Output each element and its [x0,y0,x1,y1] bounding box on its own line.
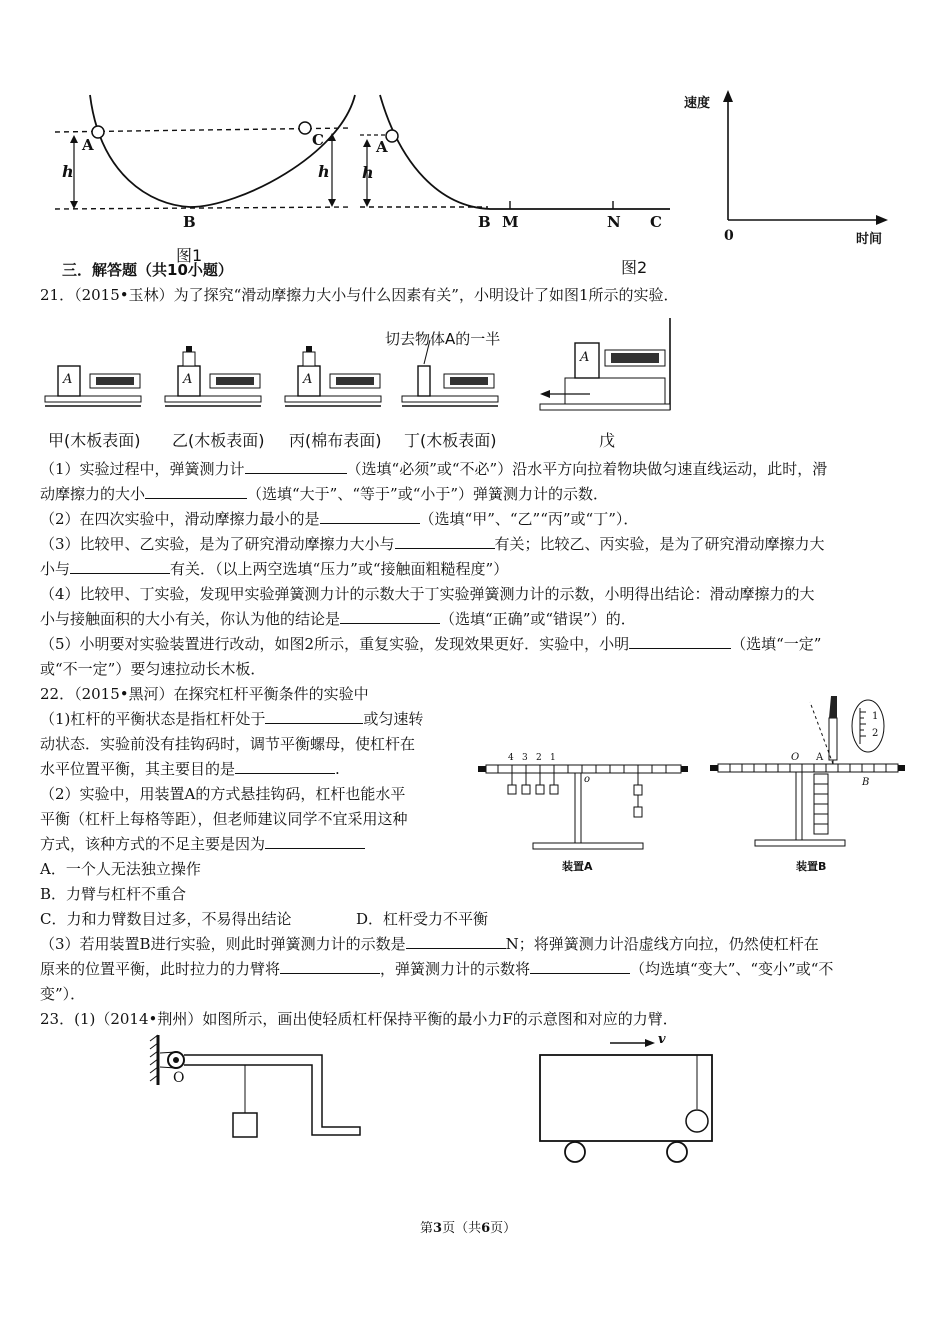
fig1-caption: 图1 [176,246,203,265]
fig2-label-a: A [376,138,388,156]
block-a-label-3: A [303,372,313,387]
fig1-label-a: A [82,136,94,154]
friction-experiment-figures [40,318,690,428]
q22-lead: 22．（2015•黑河）在探究杠杆平衡条件的实验中 [40,685,369,703]
graph-xlabel: 时间 [856,232,883,247]
q21-text: （选填“正确”或“错误”）的． [440,610,636,628]
q22-option-b[interactable]: B．力臂与杠杆不重合 [40,885,187,903]
q22-blank-4[interactable] [406,934,506,949]
cut-half-label: 切去物体A的一半 [385,330,501,348]
q22-text: （1)杠杆的平衡状态是指杠杆处于 [40,710,266,728]
q22-text: 或匀速转 [363,710,424,728]
section-title-end: 小题） [187,261,233,279]
footer-total-pages: 6 [481,1221,491,1236]
q22-text: 原来的位置平衡，此时拉力的力臂将 [40,960,281,978]
device-b-caption: 装置B [796,860,827,873]
q23-lead: 23．(1)（2014•荆州）如图所示，画出使轻质杠杆保持平衡的最小力F的示意图和对应的力臂． [40,1010,678,1028]
q22-blank-1[interactable] [265,709,363,724]
q22-part3-line2 [40,958,833,980]
device-a-tick-1: 1 [550,753,556,763]
q21-blank-1[interactable] [245,459,347,474]
device-a-tick-3: 3 [522,753,528,763]
q21-text: 有关；比较乙、丙实验，是为了研究滑动摩擦力大 [494,535,825,553]
device-b-point-a: A [816,752,824,763]
q22-part3-line1 [40,933,819,955]
q21-text: 小与接触面积的大小有关，你认为他的结论是 [40,610,341,628]
fig2-label-n: N [607,213,621,231]
section-count: 10 [167,261,188,279]
q21-text: 小与 [40,560,71,578]
section-title: 三．解答题（共 [62,261,168,279]
q21-part3-line1 [40,533,825,555]
q21-text: （3）比较甲、乙实验，是为了研究滑动摩擦力大小与 [40,535,395,553]
q22-blank-2[interactable] [235,759,335,774]
q21-part1-line1 [40,458,827,480]
lever-pivot-o: O [173,1070,185,1086]
q22-part1-line3 [40,758,340,780]
q22-option-d[interactable]: D．杠杆受力不平衡 [356,910,489,928]
q22-text: 方式，该种方式的不足主要是因为 [40,835,266,853]
panel-label-jia: 甲(木板表面) [48,431,141,450]
fig2-label-h: h [362,163,374,182]
figure-2-slope [360,95,680,235]
q21-blank-4[interactable] [395,534,495,549]
panel-label-bing: 丙(棉布表面) [289,431,382,450]
q22-part1-line1 [40,708,423,730]
device-b-pivot-o: O [791,752,800,763]
q21-blank-7[interactable] [629,634,731,649]
fig1-label-c: C [312,131,324,149]
q21-text: （选填“甲”、“乙”“丙”或“丁”）． [419,510,639,528]
fig2-caption: 图2 [621,258,648,277]
q21-text: （选填“一定” [731,635,822,653]
q21-text: （选填“大于”、“等于”或“小于”）弹簧测力计的示数． [247,485,609,503]
q21-blank-2[interactable] [145,484,247,499]
q21-part4-line2 [40,608,636,630]
q22-blank-5[interactable] [280,959,380,974]
footer-text: 第 [420,1221,434,1236]
device-a-pivot: o [584,774,591,785]
q22-option-a[interactable]: A．一个人无法独立操作 [40,860,201,878]
footer-page-number: 3 [433,1221,443,1236]
block-a-label-1: A [63,372,73,387]
q21-part5-line1 [40,633,821,655]
q22-text: ，弹簧测力计的示数将 [380,960,531,978]
fig1-label-h-left: h [62,162,74,181]
q21-part5-line2: 或“不一定”）要匀速拉动长木板． [40,660,266,678]
q21-text: （1）实验过程中，弹簧测力计 [40,460,245,478]
section-header [62,259,233,281]
q22-option-c[interactable]: C．力和力臂数目过多，不易得出结论 [40,910,292,928]
q21-part3-line2 [40,558,508,580]
graph-origin: 0 [724,228,734,244]
q21-blank-6[interactable] [340,609,440,624]
device-b-scale-2: 2 [872,728,879,739]
q21-text: 有关．（以上两空选填“压力”或“接触面粗糙程度”） [170,560,509,578]
q22-part2-line2: 平衡（杠杆上每格等距），但老师建议同学不宜采用这种 [40,810,408,828]
q21-blank-3[interactable] [320,509,420,524]
q22-text: N；将弹簧测力计沿虚线方向拉，仍然使杠杆在 [505,935,819,953]
q22-part3-line3: 变”）． [40,985,86,1003]
lever-device-a [478,755,688,875]
device-a-caption: 装置A [562,860,593,873]
fig2-label-b: B [478,213,491,231]
block-a-label-5: A [580,350,590,365]
q22-part2-line3 [40,833,365,855]
q22-blank-6[interactable] [530,959,630,974]
fig2-label-c: C [650,213,662,231]
q22-text: （均选填“变大”、“变小”或“不 [630,960,834,978]
q21-part4-line1: （4）比较甲、丁实验，发现甲实验弹簧测力计的示数大于丁实验弹簧测力计的示数，小明得出结论：滑动摩擦力的大 [40,585,815,603]
cart-pendulum-figure [535,1035,725,1165]
q22-blank-3[interactable] [265,834,365,849]
fig2-label-m: M [502,213,519,231]
q22-text: 水平位置平衡，其主要目的是 [40,760,236,778]
panel-label-yi: 乙(木板表面) [172,431,265,450]
q21-text: （选填“必须”或“不必”）沿水平方向拉着物块做匀速直线运动，此时，滑 [346,460,828,478]
q21-text: （2）在四次实验中，滑动摩擦力最小的是 [40,510,320,528]
q21-text: （5）小明要对实验装置进行改动，如图2所示，重复实验，发现效果更好．实验中，小明 [40,635,630,653]
lever-device-b [710,688,910,863]
fig1-label-h-right: h [318,162,330,181]
q22-part1-line2: 动状态．实验前没有挂钩码时，调节平衡螺母，使杠杆在 [40,735,416,753]
q22-part2-line1: （2）实验中，用装置A的方式悬挂钩码，杠杆也能水平 [40,785,406,803]
device-a-tick-4: 4 [508,753,514,763]
device-b-scale-1: 1 [872,711,879,722]
q21-part2 [40,508,638,530]
q22-text: . [335,760,340,778]
page-footer [420,1217,516,1236]
q21-lead: 21．（2015•玉林）为了探究“滑动摩擦力大小与什么因素有关”，小明设计了如图1所示的实验． [40,286,679,304]
footer-text: 页） [490,1221,517,1236]
q22-text: （3）若用装置B进行实验，则此时弹簧测力计的示数是 [40,935,406,953]
device-b-point-b: B [862,777,870,788]
q21-blank-5[interactable] [70,559,170,574]
footer-text: 页（共 [442,1221,482,1236]
velocity-label: v [658,1032,666,1047]
panel-label-wu: 戊 [599,431,616,450]
light-lever-figure [150,1035,370,1145]
speed-time-axes [720,88,900,238]
block-a-label-2: A [183,372,193,387]
panel-label-ding: 丁(木板表面) [404,431,497,450]
graph-ylabel: 速度 [684,96,711,111]
q21-part1-line2 [40,483,608,505]
device-a-tick-2: 2 [536,753,542,763]
fig1-label-b: B [183,213,196,231]
q21-text: 动摩擦力的大小 [40,485,146,503]
